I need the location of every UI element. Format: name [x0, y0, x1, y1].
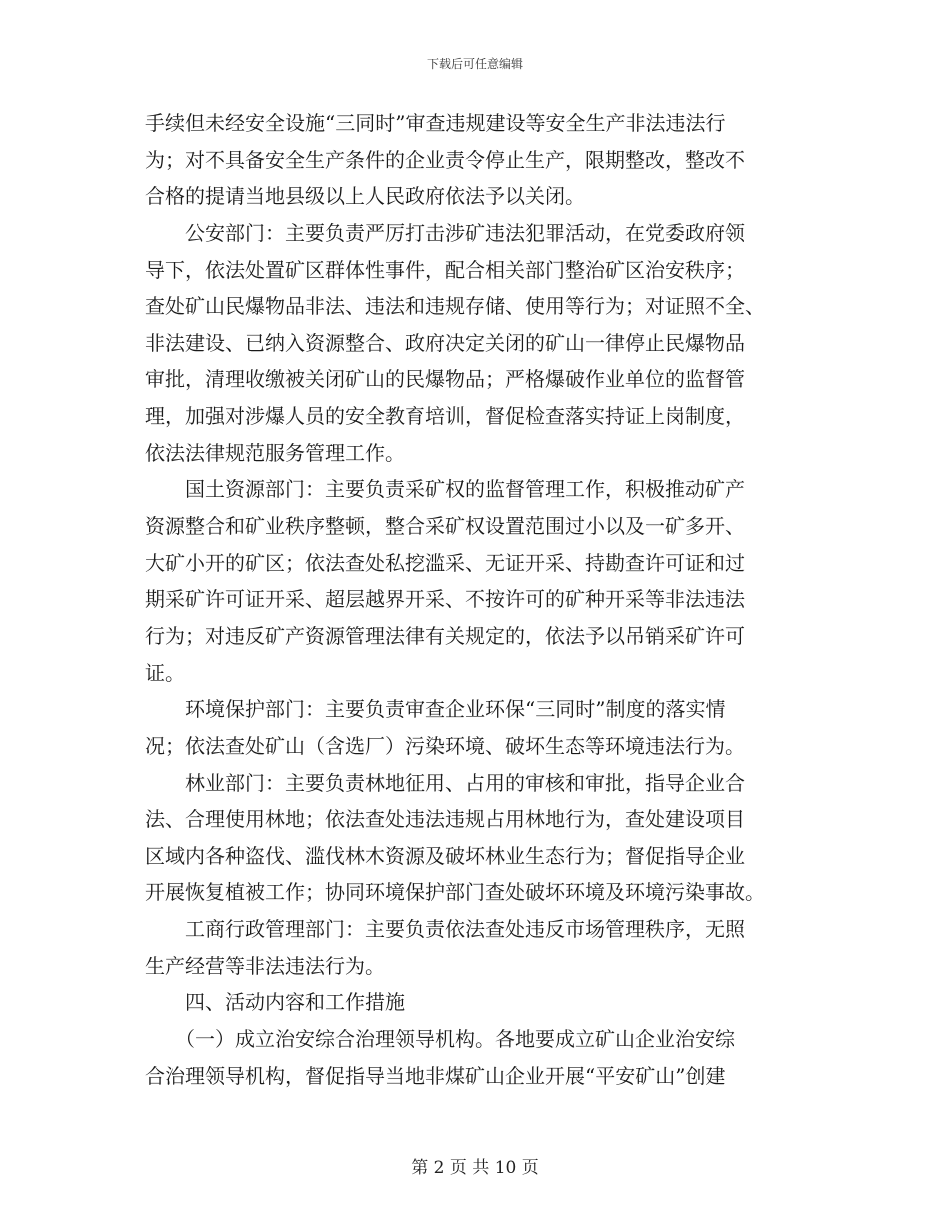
text-line: 法、合理使用林地；依法查处违法违规占用林地行为，查处建设项目 — [145, 807, 745, 832]
page-number: 第 2 页 共 10 页 — [411, 1158, 539, 1178]
text-line: 大矿小开的矿区；依法查处私挖滥采、无证开采、持勘查许可证和过 — [145, 550, 745, 575]
text-line: 区域内各种盗伐、滥伐林木资源及破坏林业生态行为；督促指导企业 — [145, 843, 745, 868]
document-body — [145, 105, 805, 1094]
text-line: 手续但未经安全设施“三同时”审查违规建设等安全生产非法违法行 — [145, 111, 726, 135]
paragraph-first-line: 林业部门：主要负责林地征用、占用的审核和审批，指导企业合 — [185, 770, 745, 795]
paragraph-first-line: 工商行政管理部门：主要负责依法查处违反市场管理秩序，无照 — [185, 917, 745, 942]
paragraph-first-line: （一）成立治安综合治理领导机构。各地要成立矿山企业治安综 — [175, 1027, 735, 1052]
text-line: 行为；对违反矿产资源管理法律有关规定的，依法予以吊销采矿许可 — [145, 623, 745, 648]
page-header-note: 下载后可任意编辑 — [426, 57, 523, 71]
text-line: 依法法律规范服务管理工作。 — [145, 440, 405, 465]
paragraph-first-line: 公安部门：主要负责严厉打击涉矿违法犯罪活动，在党委政府领 — [185, 220, 745, 245]
text-line: 理，加强对涉爆人员的安全教育培训，督促检查落实持证上岗制度， — [145, 404, 745, 429]
text-line: 非法建设、已纳入资源整合、政府决定关闭的矿山一律停止民爆物品 — [145, 330, 745, 355]
text-line: 期采矿许可证开采、超层越界开采、不按许可的矿种开采等非法违法 — [145, 587, 745, 612]
section-heading: 四、活动内容和工作措施 — [185, 990, 405, 1015]
text-line: 证。 — [145, 660, 185, 685]
text-line: 资源整合和矿业秩序整顿，整合采矿权设置范围过小以及一矿多开、 — [145, 514, 745, 539]
paragraph-first-line: 环境保护部门：主要负责审查企业环保“三同时”制度的落实情 — [185, 697, 726, 722]
text-line: 合格的提请当地县级以上人民政府依法予以关闭。 — [145, 184, 585, 209]
text-line: 为；对不具备安全生产条件的企业责令停止生产，限期整改，整改不 — [145, 147, 745, 172]
text-line: 生产经营等非法违法行为。 — [145, 953, 385, 978]
text-line: 合治理领导机构，督促指导当地非煤矿山企业开展“平安矿山”创建 — [145, 1063, 726, 1088]
text-line: 导下，依法处置矿区群体性事件，配合相关部门整治矿区治安秩序； — [145, 257, 745, 282]
text-line: 审批，清理收缴被关闭矿山的民爆物品；严格爆破作业单位的监督管 — [145, 367, 745, 392]
text-line: 查处矿山民爆物品非法、违法和违规存储、使用等行为；对证照不全、 — [145, 294, 765, 319]
text-line: 况；依法查处矿山（含选厂）污染环境、破坏生态等环境违法行为。 — [145, 733, 745, 758]
text-line: 开展恢复植被工作；协同环境保护部门查处破坏环境及环境污染事故。 — [145, 880, 765, 905]
paragraph-first-line: 国土资源部门：主要负责采矿权的监督管理工作，积极推动矿产 — [185, 477, 745, 502]
